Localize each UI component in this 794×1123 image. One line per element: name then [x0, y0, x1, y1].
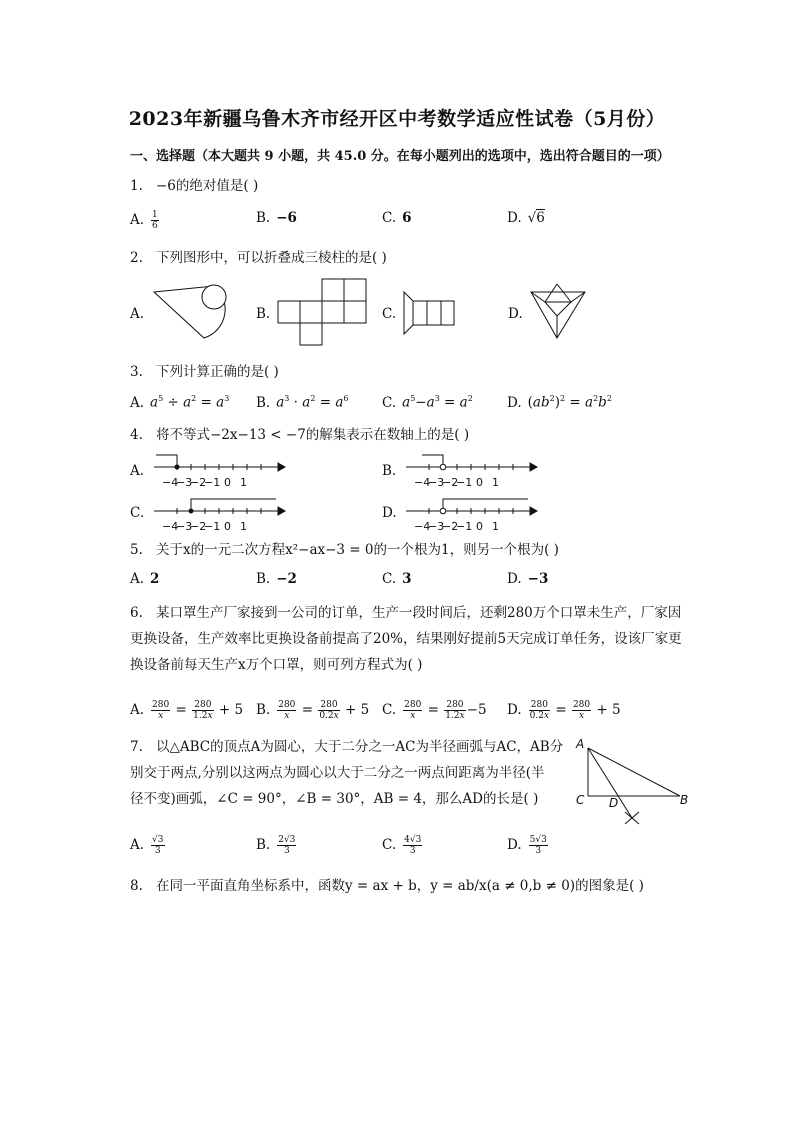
q7-options: [130, 835, 650, 861]
q5-options: [130, 571, 650, 593]
exam-title: 2023年新疆乌鲁木齐市经开区中考数学适应性试卷（5月份）: [128, 108, 666, 130]
q4-numberline-d: [404, 494, 538, 536]
svg-text:1: 1: [492, 476, 499, 489]
question-5: [130, 540, 559, 560]
q2-figure-c: [400, 288, 456, 338]
question-4: [130, 425, 469, 445]
question-7: 7. 以△ABC的顶点A为圆心，大于二分之一AC为半径画弧与AC，AB分 别交于两点,分别以这两点为圆心以大于二分之一两点间距离为半径(半 径不变)画弧，∠C = 90°，∠B = 30°，AB = 4，那么AD的长是( ): [130, 739, 564, 807]
q6-option-b[interactable]: B. $\frac{280}{x}$ = $\frac{280}{0.2x}$ + 5: [256, 700, 370, 721]
question-3: [130, 362, 279, 382]
q1-option-a[interactable]: A. $\frac{1}{6}$: [130, 210, 158, 231]
q7-option-b[interactable]: B. $\frac{2√3}{3}$: [256, 835, 296, 856]
q3-options: [130, 394, 650, 416]
svg-text:0: 0: [224, 476, 231, 489]
svg-text:0: 0: [476, 476, 483, 489]
q4-label-a[interactable]: A.: [130, 463, 145, 479]
q1-option-c[interactable]: C. 6: [382, 210, 412, 226]
q5-option-d[interactable]: D. −3: [507, 571, 549, 587]
svg-text:−3: −3: [176, 476, 193, 489]
q5-option-a[interactable]: A. 2: [130, 571, 160, 587]
q3-option-a[interactable]: A. $a^5 \div a^2 = a^3$: [130, 394, 230, 411]
question-number: 2.: [130, 250, 143, 266]
q2-figure-d: [528, 282, 588, 342]
q4-label-d[interactable]: D.: [382, 505, 397, 521]
q6-option-c[interactable]: C. $\frac{280}{x}$ = $\frac{280}{1.2x}$ −5: [382, 700, 487, 721]
question-text: 在同一平面直角坐标系中，函数y = ax + b，y = ab/x(a ≠ 0,b ≠ 0)的图象是( ): [156, 878, 644, 894]
q4-label-c[interactable]: C.: [130, 505, 145, 521]
q5-option-c[interactable]: C. 3: [382, 571, 412, 587]
q4-numberline-a: [152, 450, 286, 492]
q7-triangle-figure: [572, 738, 696, 830]
question-text: −6的绝对值是( ): [156, 178, 259, 194]
question-number: 8.: [130, 878, 143, 894]
svg-text:−4: −4: [162, 520, 179, 533]
question-8: [130, 876, 644, 896]
question-1: [130, 176, 258, 196]
svg-text:−2: −2: [190, 476, 207, 489]
q6-option-d[interactable]: D. $\frac{280}{0.2x}$ = $\frac{280}{x}$ + 5: [507, 700, 621, 721]
q2-figure-a: [150, 280, 240, 344]
svg-text:1: 1: [492, 520, 499, 533]
section-heading: 一、选择题（本大题共 9 小题，共 45.0 分。在每小题列出的选项中，选出符合题目的一项）: [130, 149, 670, 164]
q3-option-d[interactable]: D. $(ab^2)^2 = a^2b^2$: [507, 394, 612, 411]
question-text: 关于x的一元二次方程x²−ax−3 = 0的一个根为1，则另一个根为( ): [156, 542, 559, 558]
question-number: 1.: [130, 178, 143, 194]
svg-text:−1: −1: [204, 520, 221, 533]
svg-text:−4: −4: [414, 520, 431, 533]
q7-option-a[interactable]: A. $\frac{√3}{3}$: [130, 835, 164, 856]
svg-text:−2: −2: [442, 476, 459, 489]
q2-label-c[interactable]: C.: [382, 306, 397, 322]
question-6: 6. 某口罩生产厂家接到一公司的订单，生产一段时间后，还剩280万个口罩未生产，厂家因 更换设备，生产效率比更换设备前提高了20%，结果刚好提前5天完成订单任务，设该厂家更 换设备前每天生产x万个口罩，则可列方程式为( ): [130, 605, 682, 673]
q3-option-c[interactable]: C. $a^5-a^3 = a^2$: [382, 394, 473, 411]
q1-option-d[interactable]: D. √6: [507, 210, 545, 226]
q6-option-a[interactable]: A. $\frac{280}{x}$ = $\frac{280}{1.2x}$ + 5: [130, 700, 244, 721]
question-number: 5.: [130, 542, 143, 558]
svg-text:0: 0: [224, 520, 231, 533]
svg-text:−1: −1: [204, 476, 221, 489]
svg-text:B: B: [680, 793, 689, 807]
q1-option-b[interactable]: B. −6: [256, 210, 297, 226]
svg-text:0: 0: [476, 520, 483, 533]
svg-text:−4: −4: [414, 476, 431, 489]
question-number: 3.: [130, 364, 143, 380]
svg-text:−2: −2: [190, 520, 207, 533]
svg-text:−3: −3: [428, 520, 445, 533]
q2-label-a[interactable]: A.: [130, 306, 145, 322]
q4-label-b[interactable]: B.: [382, 463, 397, 479]
svg-text:C: C: [576, 793, 585, 807]
q3-option-b[interactable]: B. $a^3 \cdot a^2 = a^6$: [256, 394, 349, 411]
q4-numberline-c: [152, 494, 286, 536]
svg-text:−3: −3: [176, 520, 193, 533]
svg-text:A: A: [576, 738, 585, 751]
svg-text:D: D: [609, 796, 619, 810]
q5-option-b[interactable]: B. −2: [256, 571, 297, 587]
q7-option-d[interactable]: D. $\frac{5√3}{3}$: [507, 835, 547, 856]
svg-text:1: 1: [240, 520, 247, 533]
svg-text:−4: −4: [162, 476, 179, 489]
question-text: 下列图形中，可以折叠成三棱柱的是( ): [156, 250, 387, 266]
q2-label-b[interactable]: B.: [256, 306, 271, 322]
question-text: 将不等式−2x−13 < −7的解集表示在数轴上的是( ): [156, 427, 470, 443]
fraction: $\frac{1}{6}$: [152, 210, 158, 231]
q6-options: [130, 700, 650, 726]
q2-label-d[interactable]: D.: [508, 306, 523, 322]
svg-text:−3: −3: [428, 476, 445, 489]
question-text: 下列计算正确的是( ): [156, 364, 279, 380]
svg-text:1: 1: [240, 476, 247, 489]
q7-option-c[interactable]: C. $\frac{4√3}{3}$: [382, 835, 422, 856]
q1-options: [130, 210, 650, 232]
q2-figure-b: [276, 278, 370, 348]
svg-text:−1: −1: [456, 476, 473, 489]
svg-text:−2: −2: [442, 520, 459, 533]
question-number: 4.: [130, 427, 143, 443]
svg-text:−1: −1: [456, 520, 473, 533]
q4-numberline-b: [404, 450, 538, 492]
question-2: [130, 248, 387, 268]
